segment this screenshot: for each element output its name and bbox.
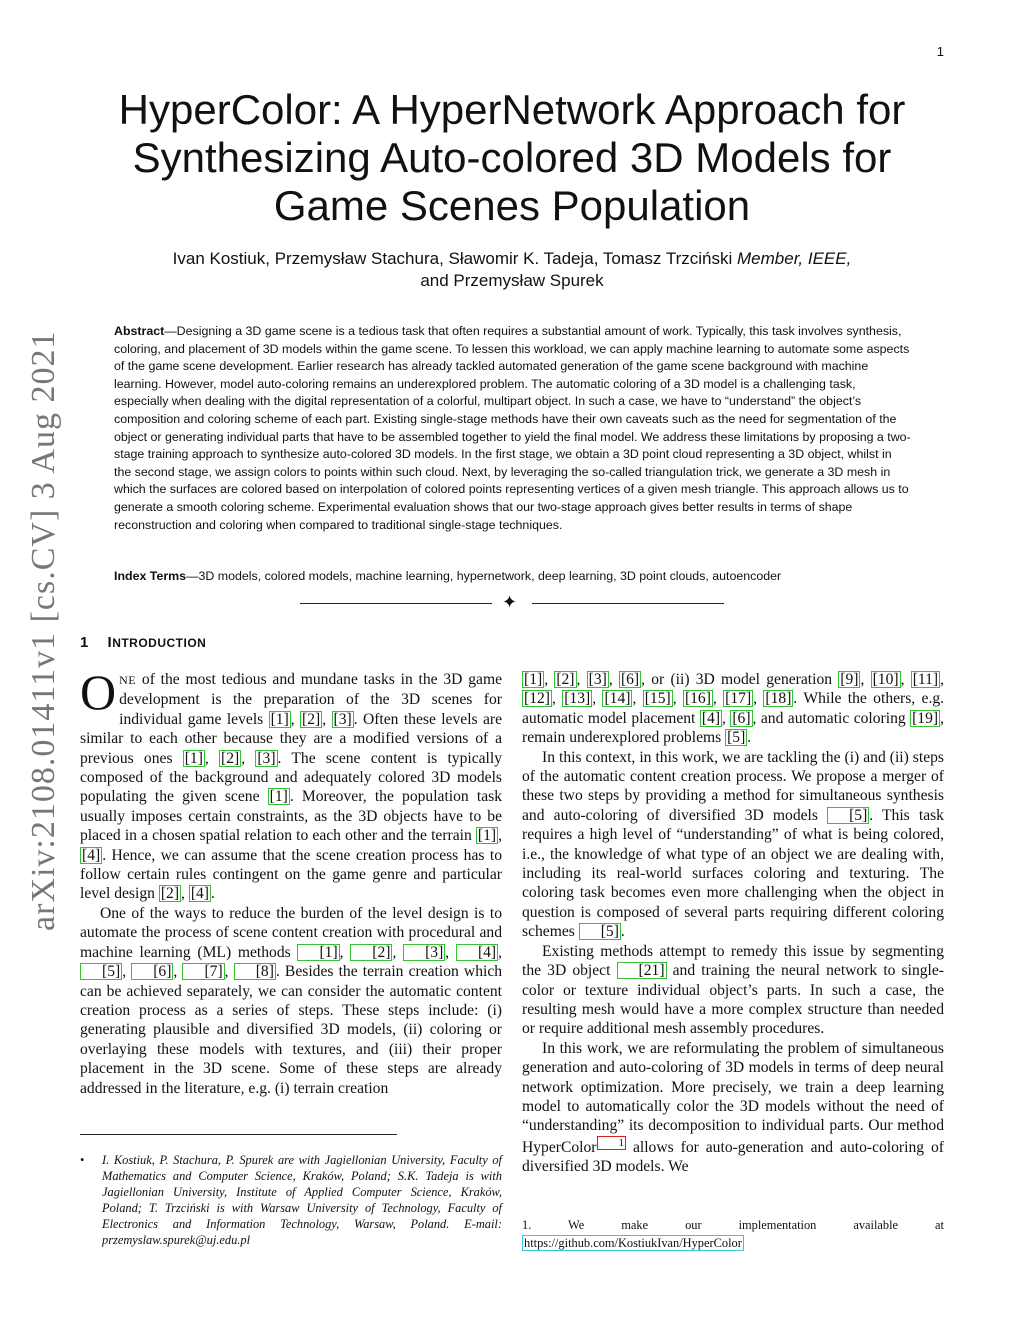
affiliation-footnote xyxy=(80,1152,502,1248)
citation-link[interactable]: [5] xyxy=(827,807,869,824)
author-names-last: and Przemysław Spurek xyxy=(420,271,604,290)
text-span: . xyxy=(620,923,625,941)
smallcaps-word: NE xyxy=(119,673,137,687)
text-span: , xyxy=(940,671,944,688)
citation-link[interactable]: [3] xyxy=(588,671,607,688)
text-span: Existing methods attempt to remedy this issue by segmenting the 3D object xyxy=(522,942,944,980)
implementation-footnote xyxy=(522,1216,944,1252)
text-span: , xyxy=(392,943,404,961)
text-span: . Often these levels are similar to each other because they are a modified versions of a previous ones xyxy=(80,710,503,767)
text-span: . Moreover, the population task usually imposes certain constraints, as the 3D objects have to be placed in a chosen spatial relation to each other and the terrain xyxy=(80,788,502,845)
author-names: Ivan Kostiuk, Przemysław Stachura, Sławomir K. Tadeja, Tomasz Trzciński xyxy=(172,249,733,268)
text-span: , xyxy=(181,885,189,903)
footnote-rule xyxy=(80,1134,397,1135)
citation-link[interactable]: [19] xyxy=(912,709,939,727)
citation-link[interactable]: [21] xyxy=(617,962,667,979)
text-span: , xyxy=(722,709,731,727)
text-span: . While the others, e.g. automatic model placement xyxy=(522,690,945,727)
text-span: , xyxy=(241,749,256,767)
citation-link[interactable]: [6] xyxy=(732,709,751,727)
text-span: , xyxy=(322,710,332,728)
text-span: . xyxy=(747,729,752,747)
citation-link[interactable]: [2] xyxy=(350,944,392,961)
text-span: , xyxy=(632,690,643,708)
citation-link[interactable]: [11] xyxy=(912,671,939,688)
abstract xyxy=(114,323,912,534)
citation-link[interactable]: [18] xyxy=(765,690,792,708)
intro-paragraph-6 xyxy=(522,1039,944,1177)
text-span: In this context, in this work, we are tackling the (i) and (ii) steps of the automatic content creation process. We propose a merger of these two steps by providing a method for simultaneous synthesis and auto-coloring of diversified 3D models xyxy=(522,748,944,824)
text-span: , xyxy=(860,671,871,688)
citation-link[interactable]: [2] xyxy=(302,710,321,728)
citation-link[interactable]: [7] xyxy=(182,963,224,980)
text-span: . xyxy=(211,885,215,903)
citation-link[interactable]: [3] xyxy=(403,944,445,961)
divider-line-right xyxy=(532,603,724,604)
text-span: . The scene content is typically composed of the background and adequately colored 3D models populating the given scene xyxy=(80,749,503,806)
text-span: , xyxy=(753,690,764,708)
text-span: , and automatic coloring xyxy=(752,709,911,727)
text-span: , xyxy=(608,671,619,688)
section-divider xyxy=(300,594,724,614)
intro-paragraph-2 xyxy=(80,904,502,1098)
section-title-initial: I xyxy=(107,634,113,651)
citation-link[interactable]: [4] xyxy=(82,846,101,864)
text-span: , xyxy=(900,671,911,688)
citation-link[interactable]: [1] xyxy=(184,749,203,767)
citation-link[interactable]: [1] xyxy=(269,788,288,806)
text-span: One of the ways to reduce the burden of the level design is to automate the process of scene content creation with procedural and machine learning (ML) methods xyxy=(80,904,502,961)
text-span: , xyxy=(544,671,555,688)
author-list xyxy=(80,248,944,292)
citation-link[interactable]: [15] xyxy=(644,690,671,708)
dropcap-letter: O xyxy=(80,664,117,720)
citation-link[interactable]: [4] xyxy=(190,885,209,903)
citation-link[interactable]: [5] xyxy=(727,729,746,747)
citation-link[interactable]: [1] xyxy=(270,710,289,728)
intro-paragraph-3 xyxy=(522,670,944,748)
text-span: , xyxy=(339,943,351,961)
github-url-link[interactable]: https://github.com/KostiukIvan/HyperColor xyxy=(524,1236,742,1250)
index-terms-text: —3D models, colored models, machine learning, hypernetwork, deep learning, 3D point clouds, autoencoder xyxy=(186,569,782,583)
divider-line-left xyxy=(300,603,492,604)
text-span: of the most tedious and mundane tasks in the 3D game development is the preparation of the 3D scenes for individual game levels xyxy=(119,671,502,728)
text-span: , xyxy=(712,690,724,708)
text-span: , xyxy=(445,943,456,961)
arxiv-identifier-stamp: arXiv:2108.01411v1 [cs.CV] 3 Aug 2021 xyxy=(25,330,62,931)
citation-link[interactable]: [4] xyxy=(456,944,498,961)
citation-link[interactable]: [16] xyxy=(684,690,711,708)
affiliation-text: I. Kostiuk, P. Stachura, P. Spurek are with Jagiellonian University, Faculty of Mathematics and Computer Science, Kraków, Poland; S.K. Tadeja is with Jagiellonian University, Institute of Applied Computer Science, Kraków, Poland; T. Trzciński is with Warsaw University of Technology, Faculty of Electronics and Information Technology, Warsaw, Poland. E-mail: przemyslaw.spurek@uj.edu.pl xyxy=(102,1153,502,1247)
abstract-text: —Designing a 3D game scene is a tedious task that often requires a substantial amount of work. Typically, this task involves synthesis, coloring, and placement of 3D models within the game scene. To lessen this workload, we can apply machine learning to automate some aspects of the game scene development. Earlier research has already tackled automated generation of the game scene background with machine learning. However, model auto-coloring remains an underexplored problem. The automatic coloring of a 3D model is a challenging task, especially when dealing with the digital representation of a colorful, multipart object. In such a case, we have to “understand” the object’s composition and coloring scheme of each part. Existing single-stage methods have their own caveats such as the need for segmentation of the object or generating individual parts that have to be assembled together to yield the final model. We address these limitations by proposing a two-stage training approach to synthesize auto-colored 3D models. In the first stage, we obtain a 3D point cloud representing a 3D object, whilst in the second stage, we assign colors to points within such cloud. Next, by leveraging the so-called triangulation trick, we generate a 3D mesh in which the surfaces are colored based on interpolation of colored points representing vertices of a given mesh triangle. This approach allows us to generate a smooth coloring scheme. Experimental evaluation shows that our two-stage approach gives better results in terms of shape reconstruction and coloring when compared to traditional single-stage techniques. xyxy=(114,324,911,532)
section-title-rest: NTRODUCTION xyxy=(112,636,207,650)
text-span: , xyxy=(204,749,220,767)
text-span: allows for auto-generation and auto-coloring of diversified 3D models. We xyxy=(522,1138,944,1176)
abstract-label: Abstract xyxy=(114,324,165,338)
citation-link[interactable]: [17] xyxy=(725,690,752,708)
text-span: , xyxy=(498,827,502,845)
section-number: 1 xyxy=(80,634,89,651)
citation-link[interactable]: [9] xyxy=(840,671,859,688)
citation-link[interactable]: [5] xyxy=(579,923,621,940)
text-span: , or (ii) 3D model generation xyxy=(641,671,839,688)
bullet-icon: • xyxy=(80,1153,85,1167)
citation-link[interactable]: [10] xyxy=(872,671,899,688)
page-number: 1 xyxy=(936,44,944,59)
implementation-text: 1. We make our implementation available at xyxy=(522,1218,944,1232)
text-span: In this work, we are reformulating the problem of simultaneous generation and auto-coloring of 3D models in terms of deep neural network optimization. More precisely, we train a deep learning model to automatically color the 3D models without the need of “understanding” its decomposition to individual parts. Our method HyperColor xyxy=(522,1039,944,1156)
citation-link[interactable]: [1] xyxy=(524,671,543,688)
intro-paragraph-4 xyxy=(522,748,944,942)
citation-link[interactable]: [1] xyxy=(477,827,497,845)
citation-link[interactable]: [1] xyxy=(297,944,339,961)
citation-link[interactable]: [12] xyxy=(524,690,550,708)
paper-title: HyperColor: A HyperNetwork Approach for Synthesizing Auto-colored 3D Models for Game Scenes Population xyxy=(118,86,906,229)
text-span: , xyxy=(122,963,132,981)
divider-ornament-icon: ✦ xyxy=(502,592,518,613)
text-span: , xyxy=(576,671,587,688)
text-span: , xyxy=(672,690,683,708)
right-column xyxy=(522,670,944,1177)
text-span: , xyxy=(592,690,603,708)
left-column xyxy=(80,664,503,1098)
citation-link[interactable]: [6] xyxy=(620,671,640,688)
text-span: , xyxy=(290,710,301,728)
text-span: , xyxy=(173,963,183,981)
intro-paragraph-1 xyxy=(80,664,503,904)
citation-link[interactable]: [2] xyxy=(556,671,575,688)
text-span: . This task requires a high level of “understanding” of what is being colored, i.e., the knowledge of what type of an object we are dealing with, including its real-world surfaces coloring and texturing. The coloring task becomes even more challenging when the object in question is composed of several parts requiring different coloring schemes xyxy=(522,806,944,941)
citation-link[interactable]: [13] xyxy=(564,690,591,708)
index-terms-label: Index Terms xyxy=(114,569,187,583)
citation-link[interactable]: [14] xyxy=(604,690,631,708)
intro-paragraph-5 xyxy=(522,942,944,1039)
text-span: . Hence, we can assume that the scene creation process has to follow certain rules contingent on the game genre and particular level design xyxy=(80,846,502,903)
index-terms xyxy=(114,567,912,585)
text-span: , xyxy=(224,963,234,981)
citation-link[interactable]: [4] xyxy=(701,709,721,727)
citation-link[interactable]: [3] xyxy=(257,749,276,767)
citation-link[interactable]: [5] xyxy=(80,963,122,980)
text-span: , xyxy=(551,690,563,708)
author-membership: Member, IEEE, xyxy=(737,249,852,268)
citation-link[interactable]: [3] xyxy=(333,710,352,728)
text-span: and training the neural network to single-color or texture individual object’s parts. In such a case, the resulting mesh would have a more complex structure than needed or require additional mesh assembly procedures. xyxy=(522,962,944,1038)
citation-link[interactable]: [2] xyxy=(221,749,240,767)
text-span: . Besides the terrain creation which can be achieved separately, we can consider the automatic content creation process as a series of steps. These steps include: (i) generating plausible and diversified 3D models, (ii) coloring or overlaying these models with textures, and (iii) their proper placement in the 3D scene. Some of these steps are already addressed in the literature, e.g. (i) terrain creation xyxy=(80,963,503,1097)
citation-link[interactable]: [8] xyxy=(234,963,276,980)
section-heading xyxy=(80,634,206,651)
citation-link[interactable]: [2] xyxy=(160,885,180,903)
text-span: , xyxy=(498,943,503,961)
citation-link[interactable]: [6] xyxy=(131,963,173,980)
footnote-marker[interactable]: 1 xyxy=(597,1136,627,1150)
text-span: , remain underexplored problems xyxy=(522,709,944,747)
